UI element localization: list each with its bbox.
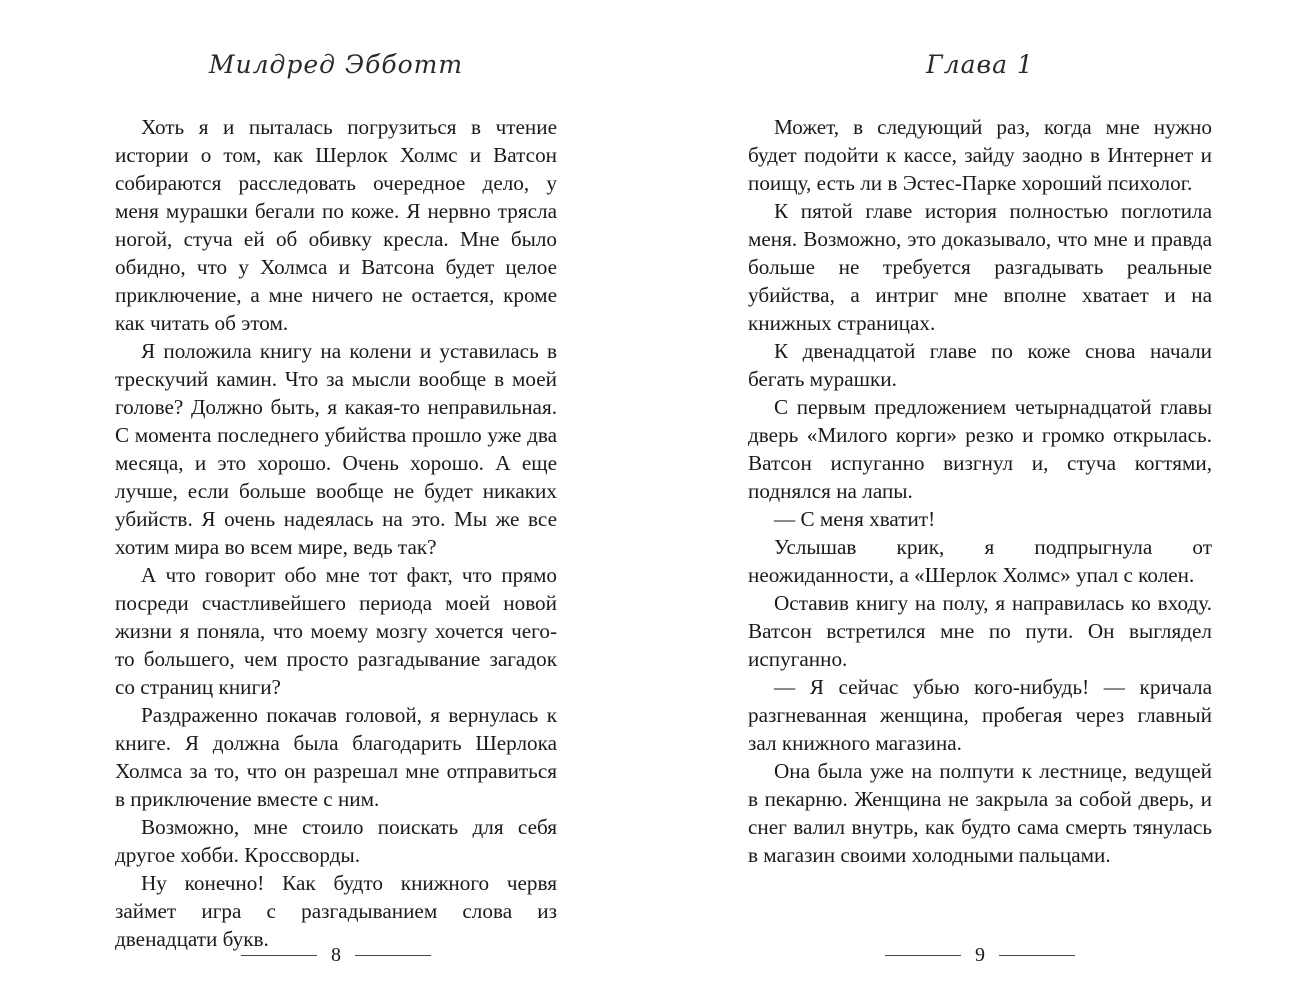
paragraph: С первым предложением четырнадцатой главы дверь «Милого корги» резко и громко открылась. Ватсон испуганно визгнул и, стуча когтями, поднялся на лапы. (748, 395, 1212, 503)
paragraph: — С меня хватит! (774, 507, 936, 531)
paragraph: К пятой главе история полностью поглотила меня. Возможно, это доказывало, что мне и правда больше не требуется разгадывать реальные убийства, а интриг мне вполне хватает и на книжных страницах. (748, 199, 1212, 335)
paragraph: К двенадцатой главе по коже снова начали бегать мурашки. (748, 339, 1212, 391)
page-number-footer (748, 944, 1212, 967)
paragraph: Услышав крик, я подпрыгнула от неожиданности, а «Шерлок Холмс» упал с колен. (748, 535, 1212, 587)
folio-rule-left (885, 955, 961, 956)
paragraph: Ну конечно! Как будто книжного червя займет игра с разгадыванием слова из двенадцати букв. (115, 871, 557, 951)
folio-rule-right (999, 955, 1075, 956)
paragraph: Раздраженно покачав головой, я вернулась к книге. Я должна была благодарить Шерлока Холмса за то, что он разрешал мне отправиться в приключение вместе с ним. (115, 703, 557, 811)
paragraph: Может, в следующий раз, когда мне нужно будет подойти к кассе, зайду заодно в Интернет и поищу, есть ли в Эстес-Парке хороший психолог. (748, 115, 1212, 195)
left-page-body (115, 113, 557, 953)
left-page (115, 0, 557, 1000)
paragraph: Хоть я и пыталась погрузиться в чтение истории о том, как Шерлок Холмс и Ватсон собираются расследовать очередное дело, у меня мурашки бегали по коже. Я нервно трясла ногой, стуча ей об обивку кресла. Мне было обидно, что у Холмса и Ватсона будет целое приключение, а мне ничего не остается, кроме как читать об этом. (115, 115, 557, 335)
running-head-chapter: Глава 1 (926, 50, 1034, 79)
page-number: 9 (975, 944, 985, 966)
right-page (748, 0, 1212, 1000)
paragraph: А что говорит обо мне тот факт, что прямо посреди счастливейшего периода моей новой жизни я поняла, что моему мозгу хочется чего-то большего, чем просто разгадывание загадок со страниц книги? (115, 563, 557, 699)
paragraph: Возможно, мне стоило поискать для себя другое хобби. Кроссворды. (115, 815, 557, 867)
paragraph: Оставив книгу на полу, я направилась ко входу. Ватсон встретился мне по пути. Он выглядел испуганно. (748, 591, 1212, 671)
folio-rule-right (355, 955, 431, 956)
paragraph: Она была уже на полпути к лестнице, ведущей в пекарню. Женщина не закрыла за собой дверь, и снег валил внутрь, как будто сама смерть тянулась в магазин своими холодными пальцами. (748, 759, 1212, 867)
page-number: 8 (331, 944, 341, 966)
paragraph: — Я сейчас убью кого-нибудь! — кричала разгневанная женщина, пробегая через главный зал книжного магазина. (748, 675, 1212, 755)
folio-rule-left (241, 955, 317, 956)
page-number-footer (115, 944, 557, 967)
paragraph: Я положила книгу на колени и уставилась в трескучий камин. Что за мысли вообще в моей голове? Должно быть, я какая-то неправильная. С момента последнего убийства прошло уже два месяца, и это хорошо. Очень хорошо. А еще лучше, если больше вообще не будет никаких убийств. Я очень надеялась на это. Мы же все хотим мира во всем мире, ведь так? (115, 339, 557, 559)
right-page-body (748, 113, 1212, 869)
running-head-author: Милдред Эбботт (208, 50, 464, 79)
